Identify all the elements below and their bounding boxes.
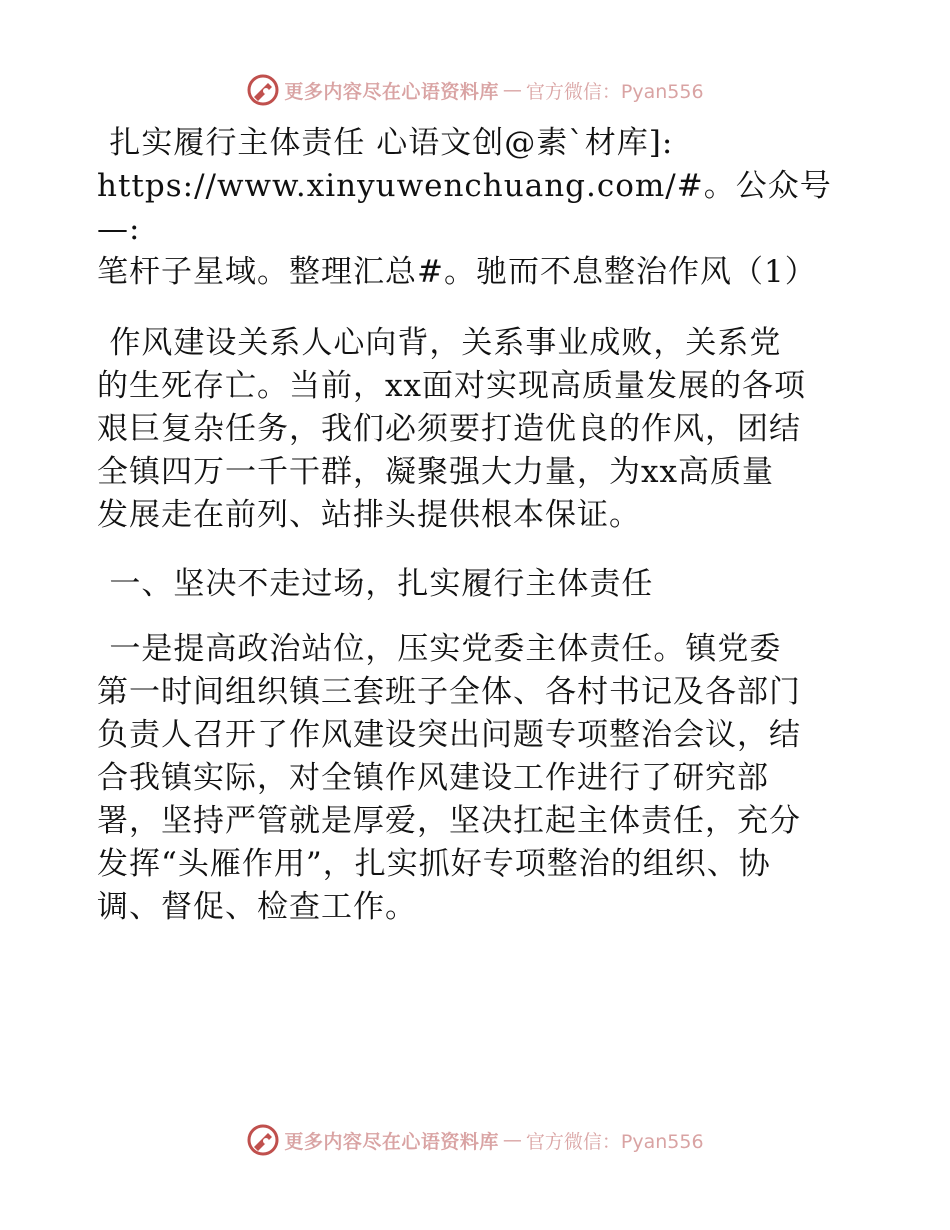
banner-main-text: 更多内容尽在心语资料库: [284, 80, 499, 103]
point-line: 合我镇实际，对全镇作风建设工作进行了研究部: [97, 760, 769, 796]
banner-contact-text: 官方微信：Pyan556: [525, 80, 704, 103]
title-line: 笔杆子星域。整理汇总#。驰而不息整治作风（1）: [97, 254, 817, 290]
point-line: 调、督促、检查工作。: [97, 889, 417, 925]
banner-separator: —: [502, 1129, 522, 1151]
point-line: 负责人召开了作风建设突出问题专项整治会议，结: [97, 717, 801, 753]
banner-main-text: 更多内容尽在心语资料库: [284, 1130, 499, 1153]
document-body: [97, 122, 867, 929]
intro-paragraph: [97, 322, 867, 537]
intro-line: 发展走在前列、站排头提供根本保证。: [97, 497, 641, 533]
point-line: 署，坚持严管就是厚爱，坚决扛起主体责任，充分: [97, 803, 801, 839]
title-line: 扎实履行主体责任 心语文创@素`材库]:: [109, 125, 674, 161]
pen-logo-icon: [246, 73, 280, 107]
point-paragraph: [97, 628, 867, 929]
pen-logo-icon: [246, 1123, 280, 1157]
point-line: 第一时间组织镇三套班子全体、各村书记及各部门: [97, 674, 801, 710]
intro-line: 全镇四万一千干群，凝聚强大力量，为xx高质量: [97, 454, 774, 490]
title-paragraph: [97, 122, 867, 294]
footer-banner: [0, 1120, 950, 1160]
banner-separator: —: [502, 79, 522, 101]
title-line: https://www.xinyuwenchuang.com/#。公众号—:: [97, 168, 832, 247]
point-line: 发挥“头雁作用”，扎实抓好专项整治的组织、协: [97, 846, 771, 882]
header-banner: [0, 70, 950, 110]
banner-contact-text: 官方微信：Pyan556: [525, 1130, 704, 1153]
intro-line: 艰巨复杂任务，我们必须要打造优良的作风，团结: [97, 411, 801, 447]
section-heading: 一、坚决不走过场，扎实履行主体责任: [109, 566, 654, 602]
intro-line: 的生死存亡。当前，xx面对实现高质量发展的各项: [97, 368, 806, 404]
point-line: 一是提高政治站位，压实党委主体责任。镇党委: [109, 631, 782, 667]
intro-line: 作风建设关系人心向背，关系事业成败，关系党: [109, 325, 782, 361]
